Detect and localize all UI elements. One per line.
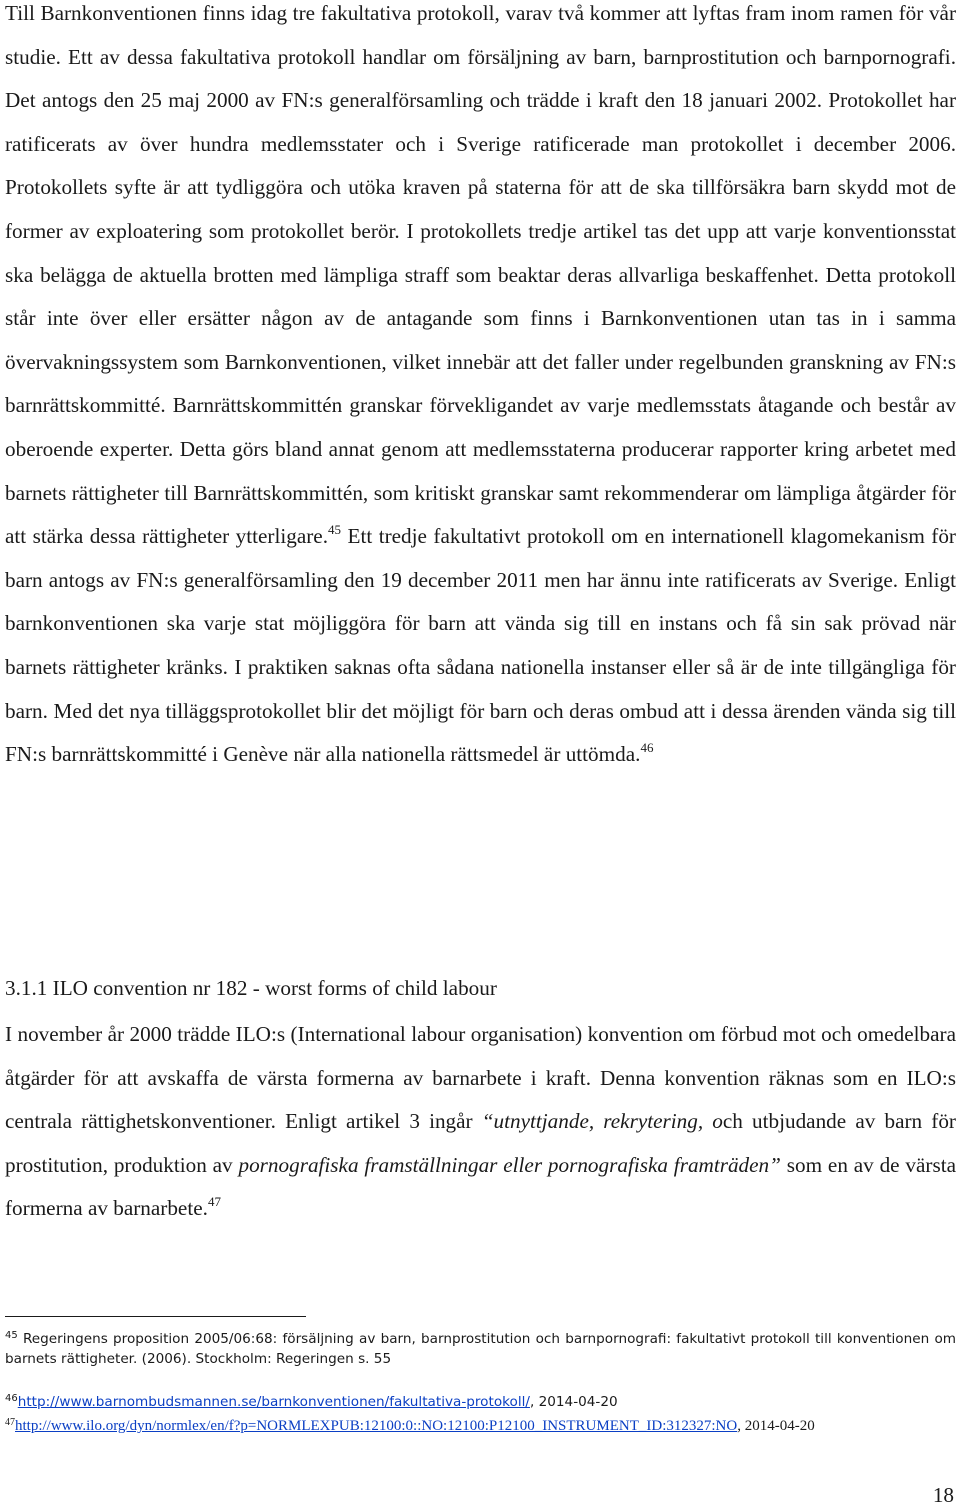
paragraph-text: I november år 2000 trädde ILO:s (International labour organisation) konvention om förbud mot och omedelbara åtgärder för att avskaffa de värsta formerna av barnarbete i kraft. Denna konvention räknas som en ILO:s centrala rättighetskonventioner. Enligt artikel 3 ingår [5, 1022, 956, 1134]
paragraph-text: Ett tredje fakultativt protokoll om en internationell klagomekanism för barn antogs av FN:s generalförsamling den 19 december 2011 men har ännu inte ratificerats av Sverige. Enligt barnkonventionen ska varje stat möjliggöra för barn att vända sig till en instans och få sin sak prövad när barnets rättigheter kränks. I praktiken saknas ofta sådana nationella instanser eller så är de inte tillgängliga för barn. Med det nya tilläggsprotokollet blir det möjligt för barn och deras ombud att i dessa ärenden vända sig till FN:s barnrättskommitté i Genève när alla nationella rättsmedel är uttömda. [5, 524, 956, 767]
footnote-reference-46[interactable]: 46 [640, 740, 654, 756]
footnote-date: , 2014-04-20 [529, 1394, 618, 1410]
paragraph-optional-protocols [5, 0, 956, 777]
paragraph-text: ch utbjudande av barn för prostitution, produktion av [5, 1109, 956, 1177]
footnote-45 [5, 1329, 956, 1369]
footnote-number: 45 [5, 1330, 18, 1341]
footnote-link[interactable]: http://www.barnombudsmannen.se/barnkonventionen/fakultativa-protokoll/ [17, 1394, 530, 1410]
footnote-text: Regeringens proposition 2005/06:68: försäljning av barn, barnprostitution och barnpornografi: fakultativt protokoll till konventionen om barnets rättigheter. (2006). Stockholm: Regeringen s. 55 [5, 1331, 956, 1367]
footnote-number: 46 [5, 1393, 18, 1404]
footnote-number: 47 [5, 1417, 15, 1428]
paragraph-ilo-convention [5, 1013, 956, 1231]
footnote-46 [5, 1392, 956, 1412]
page-number: 18 [932, 1483, 954, 1507]
section-heading: 3.1.1 ILO convention nr 182 - worst forms of child labour [5, 976, 497, 1000]
paragraph-text: Till Barnkonventionen finns idag tre fakultativa protokoll, varav två kommer att lyftas fram inom ramen för vår studie. Ett av dessa fakultativa protokoll handlar om försäljning av barn, barnprostitution och barnpornografi. Det antogs den 25 maj 2000 av FN:s generalförsamling och trädde i kraft den 18 januari 2002. Protokollet har ratificerats av över hundra medlemsstater och i Sverige ratificerade man protokollet i december 2006. Protokollets syfte är att tydliggöra och utöka kraven på staterna för att de ska tillförsäkra barn skydd mot de former av exploatering som protokollet berör. I protokollets tredje artikel tas det upp att varje konventionsstat ska belägga de aktuella brotten med lämpliga straff som beaktar deras allvarliga beskaffenhet. Detta protokoll står inte över eller ersätter någon av de antagande som finns i Barnkonventionen utan tas in i samma övervakningssystem som Barnkonventionen, vilket innebär att det faller under regelbunden granskning av FN:s barnrättskommitté. Barnrättskommittén granskar förvekligandet av varje medlemsstats åtagande och består av oberoende experter. Detta görs bland annat genom att medlemsstaterna producerar rapporter kring arbetet med barnets rättigheter till Barnrättskommittén, som kritiskt granskar samt rekommenderar om lämpliga åtgärder för att stärka dessa rättigheter ytterligare. [5, 1, 956, 549]
italic-quote: pornografiska framställningar eller pornografiska framträden” [238, 1152, 781, 1177]
footnote-link[interactable]: http://www.ilo.org/dyn/normlex/en/f?p=NORMLEXPUB:12100:0::NO:12100:P12100_INSTRUMENT_ID:312327:NO [15, 1418, 738, 1434]
footnote-reference-47[interactable]: 47 [207, 1194, 221, 1210]
footnote-separator [5, 1316, 306, 1317]
footnote-reference-45[interactable]: 45 [328, 522, 342, 538]
paragraph-text: som en av de värsta formerna av barnarbete. [5, 1152, 956, 1221]
footnote-47 [5, 1416, 956, 1436]
footnote-date: , 2014-04-20 [737, 1418, 815, 1434]
italic-quote: “utnyttjande, rekrytering, o [481, 1109, 723, 1134]
